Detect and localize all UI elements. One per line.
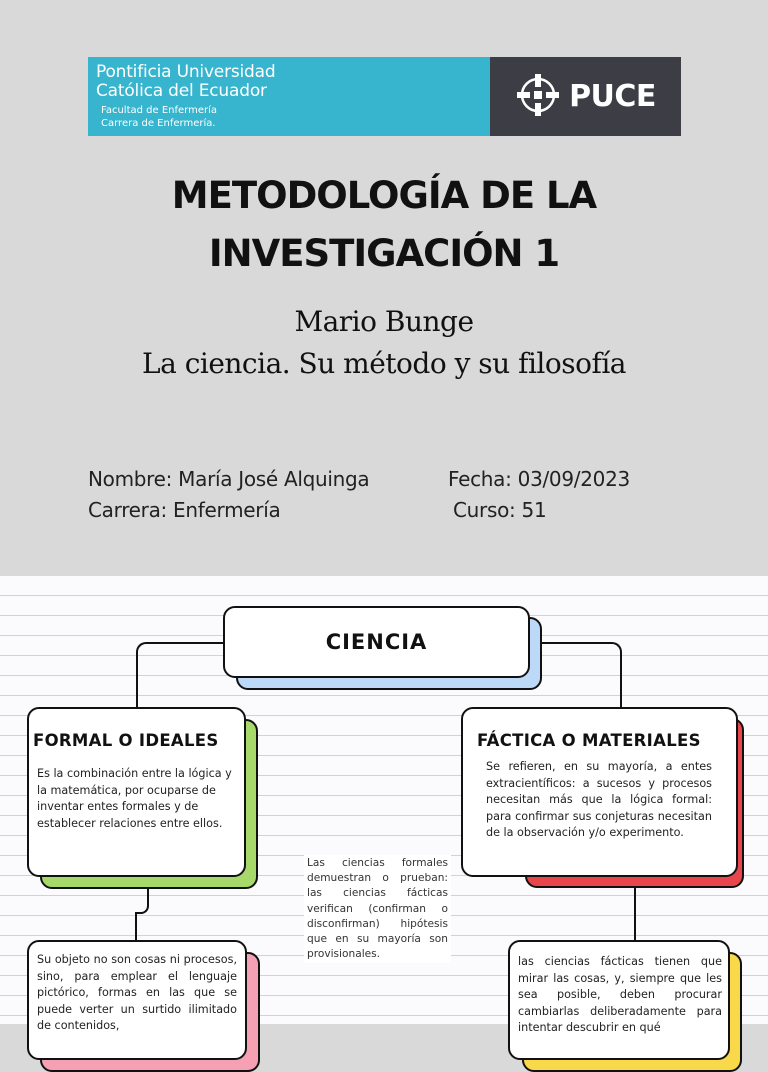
factica-detail-text: las ciencias fácticas tienen que mirar las cosas, y, siempre que les sea posible, deben procurar cambiarlas deliberadamente para intentar descubrir en qué — [518, 955, 722, 1035]
ciencia-label: CIENCIA — [325, 630, 428, 654]
author-name: Mario Bunge — [294, 305, 474, 338]
formal-detail-text: Su objeto no son cosas ni procesos, sino, para emplear el lenguaje pictórico, formas en las que se puede verter un surtido ilimitado de contenidos, — [37, 953, 237, 1033]
formal-node-title: FORMAL O IDEALES — [33, 731, 219, 750]
factica-node-text: Se refieren, en su mayoría, a entes extracientíficos: a sucesos y procesos necesitan más que la lógica formal: para confirmar sus conjeturas necesitan de la observación y/o experimento. — [486, 760, 712, 840]
university-banner — [88, 57, 681, 136]
student-career: Carrera: Enfermería — [88, 498, 281, 522]
student-name: Nombre: María José Alquinga — [88, 467, 370, 491]
formal-node-text: Es la combinación entre la lógica y la matemática, por ocuparse de inventar entes formales y de establecer relaciones entre ellos. — [37, 767, 232, 830]
book-title: La ciencia. Su método y su filosofía — [142, 347, 626, 380]
connector-factica-detail — [634, 888, 636, 942]
comparison-note: Las ciencias formales demuestran o prueban: las ciencias fácticas verifican (confirman o disconfirman) hipótesis que en su mayoría son provisionales. — [304, 855, 451, 963]
university-name-line2: Católica del Ecuador — [96, 81, 267, 101]
connector-formal-detail-lower — [135, 912, 137, 942]
formal-detail-node — [27, 940, 247, 1060]
document-title-line1: METODOLOGÍA DE LA — [171, 174, 597, 217]
puce-logo-panel — [490, 57, 681, 136]
factica-detail-node — [508, 940, 730, 1060]
student-course: Curso: 51 — [453, 498, 547, 522]
puce-cross-icon — [515, 72, 561, 122]
connector-root-left — [136, 642, 226, 710]
puce-logo-text: PUCE — [569, 79, 656, 114]
career-name: Carrera de Enfermería. — [101, 118, 216, 129]
ciencia-node — [223, 606, 530, 678]
university-name-line1: Pontificia Universidad — [96, 62, 276, 82]
factica-node-title: FÁCTICA O MATERIALES — [477, 731, 701, 750]
faculty-name: Facultad de Enfermería — [101, 105, 218, 116]
formal-node — [27, 707, 246, 877]
connector-root-right — [528, 642, 622, 710]
factica-node — [461, 707, 738, 877]
university-name-panel — [88, 57, 490, 136]
document-title-line2: INVESTIGACIÓN 1 — [208, 232, 560, 275]
document-date: Fecha: 03/09/2023 — [448, 467, 630, 491]
connector-formal-detail — [137, 888, 149, 914]
